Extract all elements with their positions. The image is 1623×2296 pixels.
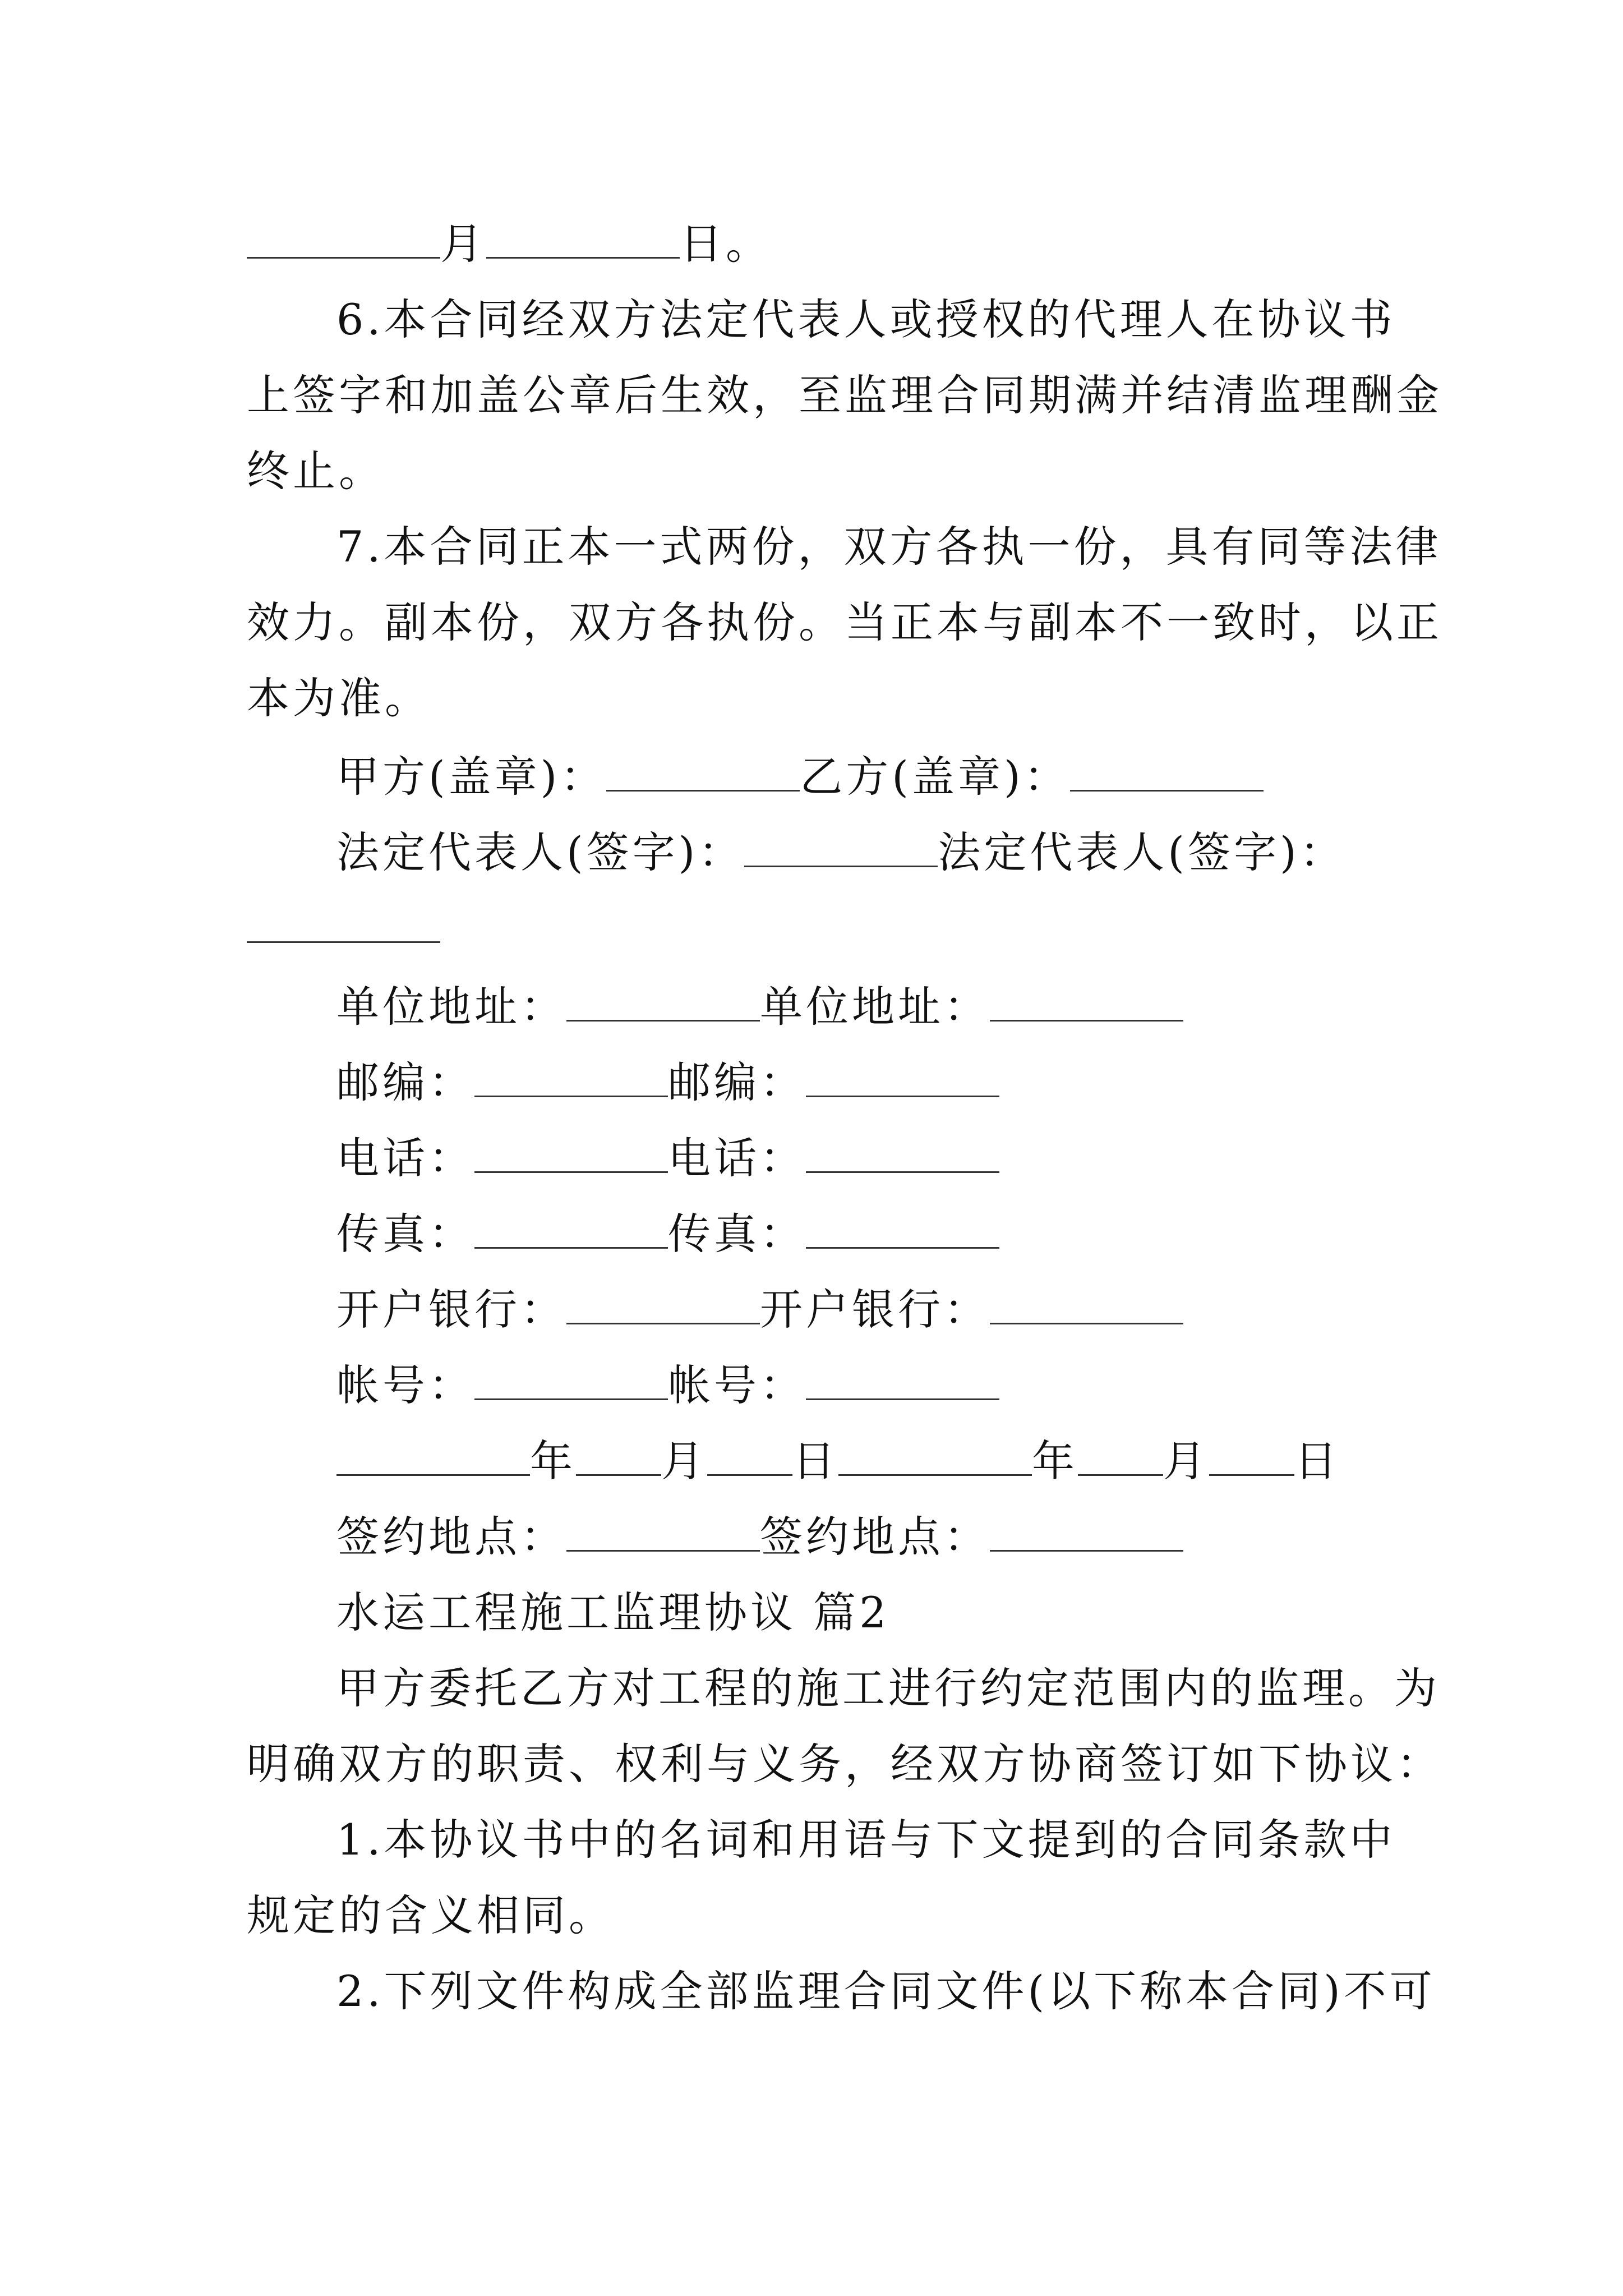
fax-a-label: 传真： [336, 1209, 474, 1259]
phone-a-label: 电话： [336, 1133, 474, 1183]
year-label: 年 [1032, 1436, 1078, 1486]
blank-field[interactable] [566, 981, 760, 1022]
blank-field[interactable] [474, 1208, 668, 1249]
fax-line [336, 1206, 1481, 1262]
rep-a-label: 法定代表人(签字)： [336, 827, 745, 877]
date-line-end [247, 216, 1391, 272]
para6-line2: 上签字和加盖公章后生效，至监理合同期满并结清监理酬金 [247, 370, 1442, 420]
blank-field[interactable] [744, 826, 938, 867]
account-b-label: 帐号： [668, 1360, 806, 1410]
blank-field[interactable] [806, 1208, 999, 1249]
blank-field[interactable] [566, 1283, 760, 1324]
bank-b-label: 开户银行： [760, 1285, 990, 1335]
blank-field[interactable] [838, 1435, 1032, 1476]
rep-b-label: 法定代表人(签字)： [938, 827, 1346, 877]
month-label: 月 [440, 219, 486, 269]
blank-field[interactable] [247, 218, 440, 259]
bank-a-label: 开户银行： [336, 1285, 566, 1335]
representative-line-wrap [247, 900, 1391, 956]
blank-field[interactable] [474, 1132, 668, 1173]
blank-field[interactable] [707, 1435, 792, 1476]
blank-field[interactable] [474, 1056, 668, 1097]
postcode-line [336, 1055, 1481, 1111]
blank-field[interactable] [336, 1435, 530, 1476]
blank-field[interactable] [1209, 1435, 1294, 1476]
intro-line2: 明确双方的职责、权利与义务，经双方协商签订如下协议： [247, 1739, 1442, 1789]
account-a-label: 帐号： [336, 1360, 474, 1410]
phone-b-label: 电话： [668, 1133, 806, 1183]
blank-field[interactable] [576, 1435, 661, 1476]
blank-field[interactable] [1078, 1435, 1163, 1476]
address-b-label: 单位地址： [760, 982, 990, 1032]
clause2-line1: 2.下列文件构成全部监理合同文件(以下称本合同)不可 [336, 1966, 1436, 2016]
blank-field[interactable] [474, 1359, 668, 1400]
signing-place-line [336, 1509, 1481, 1565]
blank-field[interactable] [806, 1359, 999, 1400]
blank-field[interactable] [806, 1132, 999, 1173]
month-label: 月 [1163, 1436, 1209, 1486]
blank-field[interactable] [990, 981, 1183, 1022]
signing-date-line [336, 1433, 1481, 1489]
phone-line [336, 1130, 1481, 1186]
day-label: 日。 [680, 219, 772, 269]
intro-line1: 甲方委托乙方对工程的施工进行约定范围内的监理。为 [336, 1663, 1440, 1713]
year-label: 年 [530, 1436, 576, 1486]
day-label: 日 [792, 1436, 838, 1486]
blank-field[interactable] [806, 1056, 999, 1097]
party-b-seal-label: 乙方(盖章)： [800, 752, 1070, 802]
seal-line [336, 749, 1481, 805]
para7-line3: 本为准。 [247, 673, 431, 723]
postcode-a-label: 邮编： [336, 1057, 474, 1107]
place-a-label: 签约地点： [336, 1512, 566, 1562]
blank-field[interactable] [990, 1283, 1183, 1324]
clause1-line2: 规定的含义相同。 [247, 1890, 615, 1940]
para7-line2: 效力。副本份，双方各执份。当正本与副本不一致时，以正 [247, 597, 1442, 647]
fax-b-label: 传真： [668, 1209, 806, 1259]
clause1-line1: 1.本协议书中的名词和用语与下文提到的合同条款中 [336, 1815, 1396, 1865]
para6-line3: 终止。 [247, 446, 385, 496]
place-b-label: 签约地点： [760, 1512, 990, 1562]
month-label: 月 [661, 1436, 707, 1486]
section-title: 水运工程施工监理协议 篇2 [336, 1588, 890, 1637]
address-line [336, 979, 1481, 1035]
blank-field[interactable] [1070, 751, 1264, 792]
blank-field[interactable] [606, 751, 800, 792]
para6-line1: 6.本合同经双方法定代表人或授权的代理人在协议书 [336, 295, 1396, 344]
blank-field[interactable] [247, 902, 440, 943]
day-label: 日 [1294, 1436, 1340, 1486]
para7-line1: 7.本合同正本一式两份，双方各执一份，具有同等法律 [336, 522, 1442, 572]
address-a-label: 单位地址： [336, 982, 566, 1032]
party-a-seal-label: 甲方(盖章)： [336, 752, 607, 802]
postcode-b-label: 邮编： [668, 1057, 806, 1107]
account-line [336, 1358, 1481, 1414]
bank-line [336, 1282, 1481, 1338]
blank-field[interactable] [566, 1511, 760, 1552]
blank-field[interactable] [486, 218, 680, 259]
representative-line [336, 825, 1481, 881]
blank-field[interactable] [990, 1511, 1183, 1552]
